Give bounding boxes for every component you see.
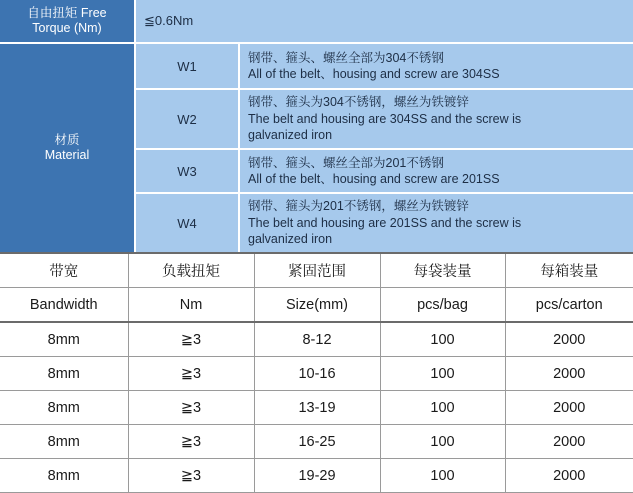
header-row-en — [0, 288, 633, 323]
material-label-cell — [0, 44, 134, 252]
bag-cell: 100 — [380, 425, 505, 459]
torque-cell: ≧3 — [128, 322, 254, 357]
torque-label-en2: Torque (Nm) — [32, 21, 102, 35]
torque-value: ≦0.6Nm — [144, 13, 194, 28]
material-label-cn: 材质 — [54, 133, 80, 147]
bandwidth-cell: 8mm — [0, 391, 128, 425]
material-desc-cn: 钢带、箍头、螺丝全部为201不锈钢 — [248, 155, 444, 170]
material-desc-en: The belt and housing are 201SS and the screw is — [248, 215, 522, 230]
header-torque-en: Nm — [128, 288, 254, 323]
header-size-cn: 紧固范围 — [254, 253, 380, 288]
material-desc-cn: 钢带、箍头为201不锈钢，螺丝为铁镀锌 — [248, 199, 469, 214]
material-code-w3 — [136, 150, 238, 192]
header-bandwidth-cn: 带宽 — [0, 253, 128, 288]
material-desc-en: The belt and housing are 304SS and the screw is — [248, 111, 522, 126]
material-desc-cn: 钢带、箍头为304不锈钢，螺丝为铁镀锌 — [248, 95, 469, 110]
torque-label-en1: Free — [80, 6, 107, 20]
bandwidth-cell: 8mm — [0, 322, 128, 357]
size-cell: 8-12 — [254, 322, 380, 357]
torque-cell: ≧3 — [128, 425, 254, 459]
material-code-label: W1 — [177, 58, 197, 74]
torque-cell: ≧3 — [128, 357, 254, 391]
material-desc-w2 — [240, 90, 633, 148]
carton-cell: 2000 — [505, 425, 633, 459]
bandwidth-cell: 8mm — [0, 425, 128, 459]
header-carton-cn: 每箱装量 — [505, 253, 633, 288]
torque-cell: ≧3 — [128, 391, 254, 425]
torque-value-cell — [136, 0, 633, 42]
header-bandwidth-en: Bandwidth — [0, 288, 128, 323]
material-label-en: Material — [44, 148, 90, 162]
bandwidth-cell: 8mm — [0, 459, 128, 493]
bag-cell: 100 — [380, 322, 505, 357]
size-cell: 19-29 — [254, 459, 380, 493]
material-code-w1 — [136, 44, 238, 88]
table-row — [0, 322, 633, 357]
carton-cell: 2000 — [505, 322, 633, 357]
size-cell: 16-25 — [254, 425, 380, 459]
bag-cell: 100 — [380, 357, 505, 391]
material-code-w2 — [136, 90, 238, 148]
size-cell: 10-16 — [254, 357, 380, 391]
material-desc-en-cont: galvanized iron — [248, 128, 333, 143]
header-size-en: Size(mm) — [254, 288, 380, 323]
material-desc-en: All of the belt、housing and screw are 304SS — [248, 67, 500, 81]
table-row — [0, 357, 633, 391]
material-desc-w1 — [240, 44, 633, 88]
material-desc-w3 — [240, 150, 633, 192]
material-code-w4 — [136, 194, 238, 252]
material-desc-en: All of the belt、housing and screw are 201SS — [248, 172, 500, 186]
material-desc-en-cont: galvanized iron — [248, 232, 333, 247]
material-desc-w4 — [240, 194, 633, 252]
material-code-label: W4 — [177, 215, 197, 231]
bag-cell: 100 — [380, 459, 505, 493]
table-row — [0, 391, 633, 425]
carton-cell: 2000 — [505, 357, 633, 391]
bandwidth-cell: 8mm — [0, 357, 128, 391]
header-torque-cn: 负载扭矩 — [128, 253, 254, 288]
table-row — [0, 459, 633, 493]
header-bag-en: pcs/bag — [380, 288, 505, 323]
material-code-label: W2 — [177, 111, 197, 127]
header-bag-cn: 每袋装量 — [380, 253, 505, 288]
carton-cell: 2000 — [505, 391, 633, 425]
torque-label-cn: 自由扭矩 — [27, 6, 78, 20]
bag-cell: 100 — [380, 391, 505, 425]
carton-cell: 2000 — [505, 459, 633, 493]
material-code-label: W3 — [177, 163, 197, 179]
header-carton-en: pcs/carton — [505, 288, 633, 323]
size-table — [0, 252, 633, 493]
torque-label-line1 — [27, 6, 106, 21]
material-desc-cn: 钢带、箍头、螺丝全部为304不锈钢 — [248, 50, 444, 65]
table-row — [0, 425, 633, 459]
torque-label-cell — [0, 0, 134, 42]
torque-cell: ≧3 — [128, 459, 254, 493]
size-cell: 13-19 — [254, 391, 380, 425]
header-row-cn — [0, 253, 633, 288]
